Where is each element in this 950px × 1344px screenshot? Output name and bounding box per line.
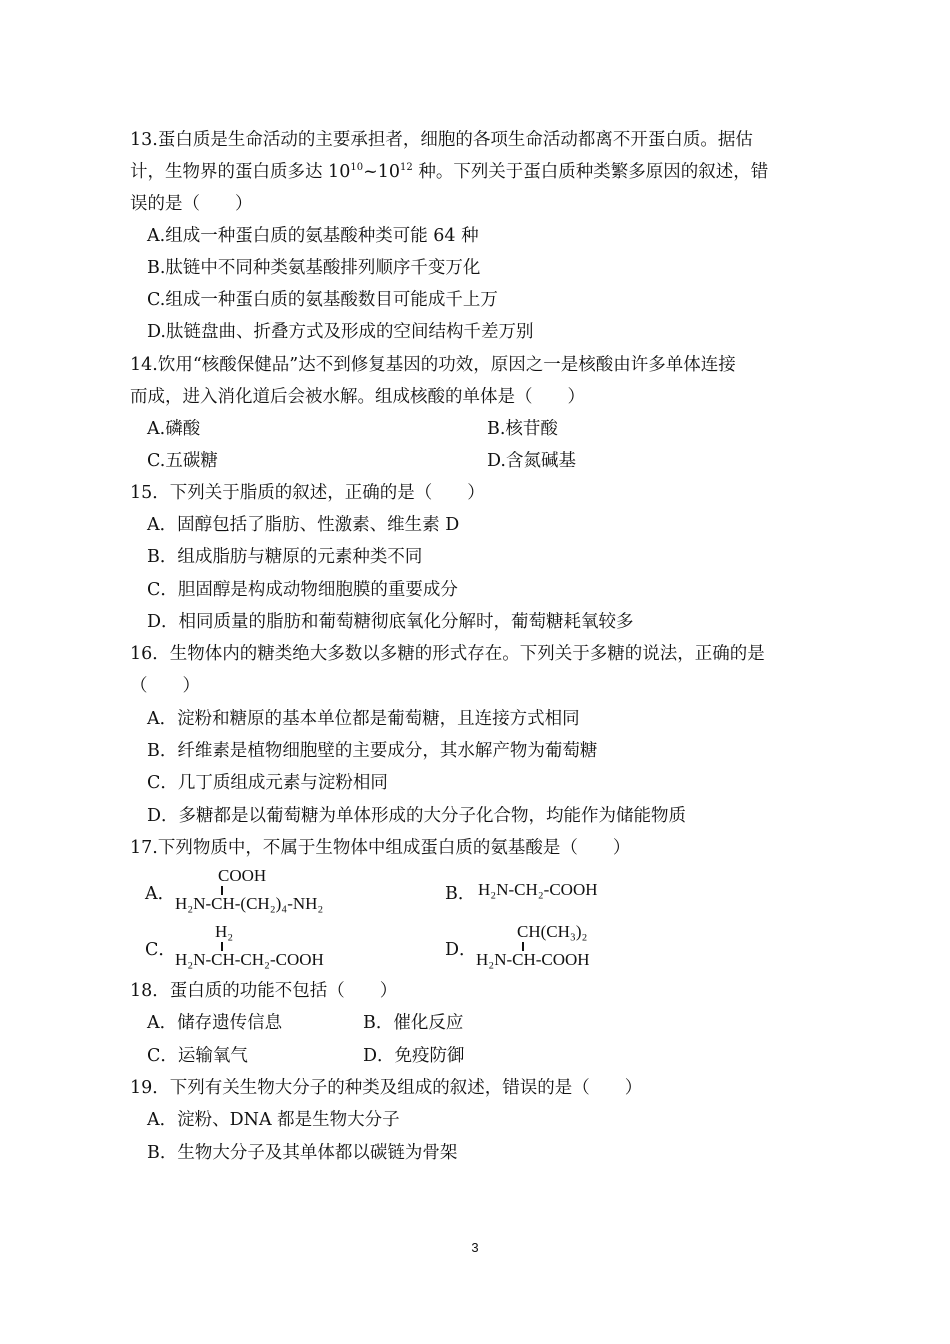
q14-option-c: C.五碳糖 bbox=[147, 451, 218, 471]
q13-option-a: A.组成一种蛋白质的氨基酸种类可能 64 种 bbox=[147, 226, 479, 246]
q13-stem-text-a: 计，生物界的蛋白质多达 10 bbox=[130, 162, 351, 182]
q19-stem: 19．下列有关生物大分子的种类及组成的叙述，错误的是（ ） bbox=[130, 1078, 643, 1098]
q18-option-a: A．储存遗传信息 bbox=[147, 1013, 283, 1033]
q17-stem: 17.下列物质中，不属于生物体中组成蛋白质的氨基酸是（ ） bbox=[130, 838, 631, 858]
q13-option-b: B.肽链中不同种类氨基酸排列顺序千变万化 bbox=[147, 258, 481, 278]
q13-exponent-2: 12 bbox=[400, 162, 413, 173]
q15-stem: 15．下列关于脂质的叙述，正确的是（ ） bbox=[130, 483, 485, 503]
q13-stem-text-c: 种。下列关于蛋白质种类繁多原因的叙述，错 bbox=[412, 162, 769, 182]
q19-option-a: A．淀粉、DNA 都是生物大分子 bbox=[147, 1110, 400, 1130]
q18-options-row1 bbox=[147, 1007, 464, 1039]
q16-option-c: C．几丁质组成元素与淀粉相同 bbox=[147, 773, 388, 793]
q15-option-d: D．相同质量的脂肪和葡萄糖彻底氧化分解时，葡萄糖耗氧较多 bbox=[147, 612, 634, 632]
q17-option-b-label: B． bbox=[445, 884, 476, 904]
q17-option-d-side-group: CH(CH₃)₂ bbox=[517, 922, 588, 941]
q14-option-a: A.磷酸 bbox=[147, 419, 201, 439]
q13-option-c: C.组成一种蛋白质的氨基酸数目可能成千上万 bbox=[147, 290, 498, 310]
q17-option-d-label: D． bbox=[445, 940, 477, 960]
q18-option-d: D．免疫防御 bbox=[363, 1046, 465, 1066]
q13-option-d: D.肽链盘曲、折叠方式及形成的空间结构千差万别 bbox=[147, 322, 534, 342]
q16-stem-line2: （ ） bbox=[130, 676, 200, 696]
q17-option-a-formula bbox=[175, 866, 375, 916]
q14-stem-line2: 而成，进入消化道后会被水解。组成核酸的单体是（ ） bbox=[130, 387, 585, 407]
q14-stem-line1: 14.饮用“核酸保健品”达不到修复基因的功效，原因之一是核酸由许多单体连接 bbox=[130, 355, 736, 375]
q13-stem-line3: 误的是（ ） bbox=[130, 194, 253, 214]
q14-options-row1 bbox=[147, 413, 558, 445]
q17-option-a-chain: H₂N-CH-(CH₂)₄-NH₂ bbox=[175, 894, 324, 913]
q16-option-a: A．淀粉和糖原的基本单位都是葡萄糖，且连接方式相同 bbox=[147, 709, 580, 729]
q17-option-c-chain: H₂N-CH-CH₂-COOH bbox=[175, 950, 324, 969]
q13-stem-text-b: ~10 bbox=[363, 162, 401, 182]
q18-option-b: B．催化反应 bbox=[363, 1013, 464, 1033]
q13-stem-line2 bbox=[130, 156, 768, 188]
q16-option-d: D．多糖都是以葡萄糖为单体形成的大分子化合物，均能作为储能物质 bbox=[147, 806, 687, 826]
q17-option-d-chain: H₂N-CH-COOH bbox=[476, 950, 590, 969]
q15-option-a: A．固醇包括了脂肪、性激素、维生素 D bbox=[147, 515, 460, 535]
q17-option-a-side-group: COOH bbox=[218, 866, 267, 885]
q18-options-row2 bbox=[147, 1040, 465, 1072]
q15-option-c: C．胆固醇是构成动物细胞膜的重要成分 bbox=[147, 580, 458, 600]
q17-option-b-formula: H₂N-CH₂-COOH bbox=[478, 880, 598, 899]
q18-stem: 18．蛋白质的功能不包括（ ） bbox=[130, 981, 398, 1001]
page-number: 3 bbox=[471, 1240, 479, 1255]
q14-option-b: B.核苷酸 bbox=[487, 419, 558, 439]
q17-option-c-side-group: H₂ bbox=[215, 922, 234, 941]
q14-options-row2 bbox=[147, 445, 576, 477]
q13-stem-line1: 13.蛋白质是生命活动的主要承担者，细胞的各项生命活动都离不开蛋白质。据估 bbox=[130, 130, 753, 150]
q17-option-a-label: A． bbox=[145, 884, 176, 904]
q17-option-c-label: C． bbox=[145, 940, 176, 960]
q17-option-c-formula bbox=[175, 922, 375, 972]
q14-option-d: D.含氮碱基 bbox=[487, 451, 576, 471]
q19-option-b: B．生物大分子及其单体都以碳链为骨架 bbox=[147, 1143, 458, 1163]
q17-option-d-formula bbox=[476, 922, 676, 972]
q13-exponent-1: 10 bbox=[350, 162, 364, 173]
q15-option-b: B．组成脂肪与糖原的元素种类不同 bbox=[147, 547, 423, 567]
q18-option-c: C．运输氧气 bbox=[147, 1046, 248, 1066]
q16-stem-line1: 16．生物体内的糖类绝大多数以多糖的形式存在。下列关于多糖的说法，正确的是 bbox=[130, 644, 765, 664]
q16-option-b: B．纤维素是植物细胞壁的主要成分，其水解产物为葡萄糖 bbox=[147, 741, 598, 761]
